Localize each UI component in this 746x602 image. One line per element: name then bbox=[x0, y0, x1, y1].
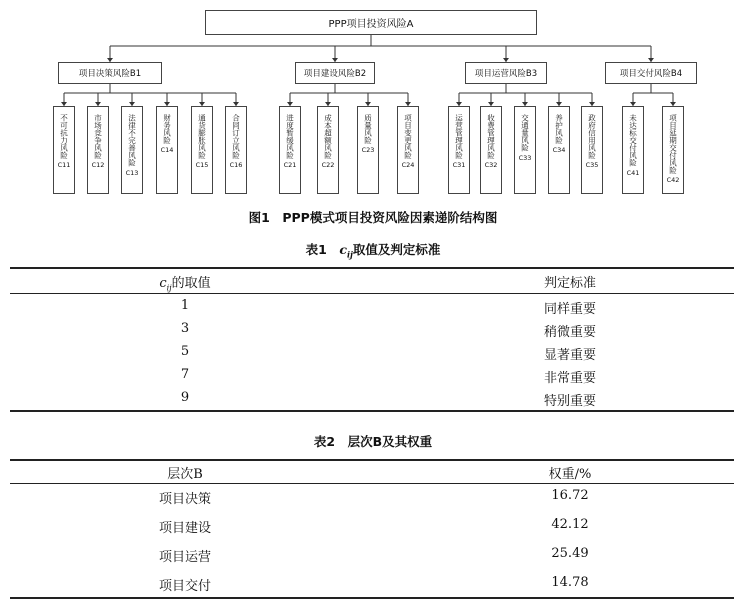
table1-bottom-rule bbox=[10, 410, 734, 412]
table1-cell-value: 9 bbox=[180, 390, 190, 405]
leaf-node-c35 bbox=[581, 106, 603, 194]
table1-caption-subscript: ij bbox=[346, 249, 353, 260]
leaf-node-c42 bbox=[662, 106, 684, 194]
leaf-node-text: 运营管理风险 bbox=[454, 114, 464, 159]
leaf-node-code: C41 bbox=[626, 168, 640, 177]
table1-caption-symbol: c bbox=[339, 242, 347, 257]
leaf-node-code: C24 bbox=[401, 161, 415, 169]
table2-cell-level: 项目交付 bbox=[158, 579, 211, 594]
table1-header-symbol: c bbox=[159, 276, 167, 291]
leaf-node-text: 市场竞争风险 bbox=[93, 114, 103, 159]
leaf-node-code: C34 bbox=[552, 146, 566, 154]
category-node-label: 项目建设风险B2 bbox=[303, 69, 367, 79]
root-node bbox=[205, 10, 537, 35]
table1-header-standard: 判定标准 bbox=[543, 276, 596, 291]
leaf-node-c15 bbox=[191, 106, 213, 194]
leaf-node-code: C14 bbox=[160, 146, 174, 154]
table2-cell-level: 项目运营 bbox=[158, 550, 211, 565]
leaf-node-text: 合同订立风险 bbox=[231, 114, 241, 159]
leaf-node-c24 bbox=[397, 106, 419, 194]
table1-cell-standard: 非常重要 bbox=[543, 371, 596, 386]
table2-cell-weight: 42.12 bbox=[551, 517, 589, 532]
leaf-node-c41 bbox=[622, 106, 644, 194]
table1-header-subscript: ij bbox=[166, 283, 172, 293]
leaf-node-text: 财务风险 bbox=[162, 114, 172, 144]
table1-cell-value: 7 bbox=[180, 367, 190, 382]
leaf-node-c16 bbox=[225, 106, 247, 194]
leaf-node-code: C23 bbox=[361, 146, 375, 154]
table2-header-weight: 权重/% bbox=[548, 467, 592, 482]
leaf-node-text: 法律不完善风险 bbox=[127, 114, 137, 167]
category-node-b3 bbox=[465, 62, 547, 84]
leaf-node-code: C16 bbox=[229, 161, 243, 169]
table1-caption bbox=[0, 240, 746, 260]
leaf-node-c33 bbox=[514, 106, 536, 194]
leaf-node-c23 bbox=[357, 106, 379, 194]
leaf-node-code: C11 bbox=[57, 161, 71, 169]
table1-cell-standard: 同样重要 bbox=[543, 302, 596, 317]
leaf-node-text: 养护风险 bbox=[554, 114, 564, 144]
table2-cell-level: 项目建设 bbox=[158, 521, 211, 536]
figure-caption: 图1 PPP模式项目投资风险因素递阶结构图 bbox=[248, 210, 498, 225]
table1-cell-value: 5 bbox=[180, 344, 190, 359]
category-node-label: 项目运营风险B3 bbox=[474, 69, 538, 79]
table1-top-rule bbox=[10, 267, 734, 269]
leaf-node-c11 bbox=[53, 106, 75, 194]
table1-header-value bbox=[80, 272, 290, 293]
leaf-node-text: 项目延期交付风险 bbox=[668, 114, 678, 174]
category-node-label: 项目交付风险B4 bbox=[619, 69, 683, 79]
table2-top-rule bbox=[10, 459, 734, 461]
table1-cell-value: 3 bbox=[180, 321, 190, 336]
leaf-node-code: C22 bbox=[321, 161, 335, 169]
leaf-node-code: C32 bbox=[484, 161, 498, 169]
leaf-node-text: 项目变更风险 bbox=[403, 114, 413, 159]
table2-header-level: 层次B bbox=[167, 467, 203, 482]
table1-cell-standard: 特别重要 bbox=[543, 394, 596, 409]
root-node-label: PPP项目投资风险A bbox=[328, 19, 414, 30]
leaf-node-text: 进度暂缓风险 bbox=[285, 114, 295, 159]
category-node-label: 项目决策风险B1 bbox=[78, 69, 142, 79]
leaf-node-c14 bbox=[156, 106, 178, 194]
table2-cell-level: 项目决策 bbox=[158, 492, 211, 507]
table2-cell-weight: 16.72 bbox=[551, 488, 589, 503]
leaf-node-code: C21 bbox=[283, 161, 297, 169]
leaf-node-text: 交通量风险 bbox=[520, 114, 530, 152]
leaf-node-c12 bbox=[87, 106, 109, 194]
leaf-node-code: C13 bbox=[125, 168, 139, 177]
table2-bottom-rule bbox=[10, 597, 734, 599]
category-node-b4 bbox=[605, 62, 697, 84]
leaf-node-c34 bbox=[548, 106, 570, 194]
leaf-node-text: 通货膨胀风险 bbox=[197, 114, 207, 159]
leaf-node-c22 bbox=[317, 106, 339, 194]
leaf-node-c32 bbox=[480, 106, 502, 194]
table2-caption: 表2 层次B及其权重 bbox=[313, 434, 433, 449]
table1-cell-standard: 显著重要 bbox=[543, 348, 596, 363]
leaf-node-text: 收费管理风险 bbox=[486, 114, 496, 159]
table1-cell-value: 1 bbox=[180, 298, 190, 313]
table1-caption-prefix: 表1 bbox=[305, 242, 340, 257]
leaf-node-text: 政府信用风险 bbox=[587, 114, 597, 159]
table1-cell-standard: 稍微重要 bbox=[543, 325, 596, 340]
leaf-node-c31 bbox=[448, 106, 470, 194]
table2-header-rule bbox=[10, 483, 734, 484]
leaf-node-code: C15 bbox=[195, 161, 209, 169]
category-node-b2 bbox=[295, 62, 375, 84]
table1-caption-suffix: 取值及判定标准 bbox=[352, 242, 441, 257]
table2-cell-weight: 14.78 bbox=[551, 575, 589, 590]
leaf-node-text: 质量风险 bbox=[363, 114, 373, 144]
category-node-b1 bbox=[58, 62, 162, 84]
leaf-node-text: 成本超额风险 bbox=[323, 114, 333, 159]
leaf-node-c21 bbox=[279, 106, 301, 194]
leaf-node-code: C31 bbox=[452, 161, 466, 169]
leaf-node-text: 不可抗力风险 bbox=[59, 114, 69, 159]
leaf-node-code: C33 bbox=[518, 153, 532, 162]
leaf-node-code: C35 bbox=[585, 161, 599, 169]
leaf-node-c13 bbox=[121, 106, 143, 194]
leaf-node-code: C12 bbox=[91, 161, 105, 169]
table1-header-rule bbox=[10, 293, 734, 294]
table2-cell-weight: 25.49 bbox=[551, 546, 589, 561]
leaf-node-text: 未达标交付风险 bbox=[628, 114, 638, 167]
leaf-node-code: C42 bbox=[666, 176, 680, 184]
table1-header-suffix: 的取值 bbox=[171, 276, 211, 291]
